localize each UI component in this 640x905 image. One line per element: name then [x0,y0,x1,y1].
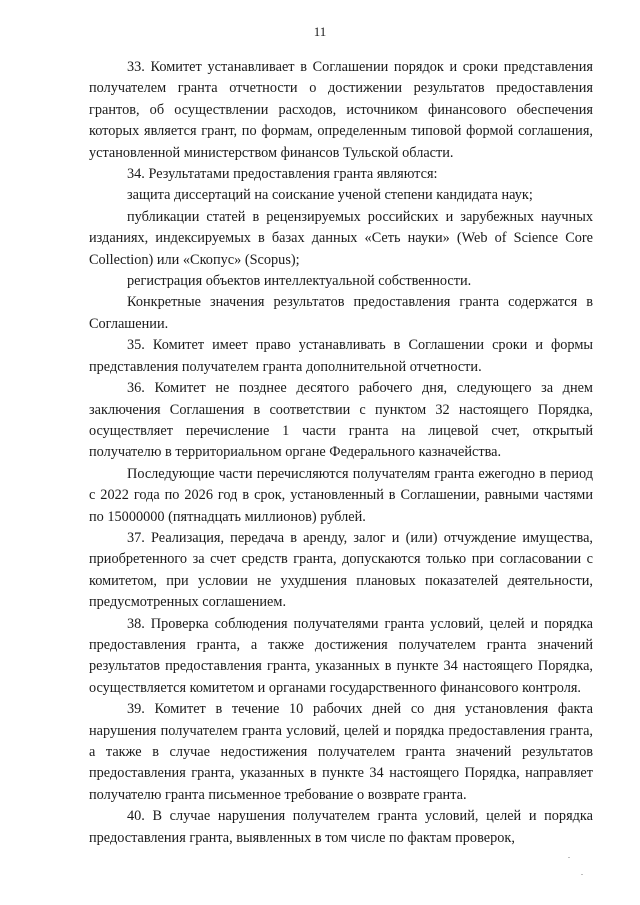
paragraph-39: 39. Комитет в течение 10 рабочих дней со дня установления факта нарушения получателем гранта условий, целей и порядка предоставления гранта, а также в случае недостижения получателем гранта значений результатов предоставления гранта, указанных в пункте 34 настоящего Порядка, направляет получателю гранта письменное требование о возврате гранта. [89,701,593,803]
page-number: 11 [313,24,327,39]
result-item-publications: публикации статей в рецензируемых российских и зарубежных научных изданиях, индексируемых в базах данных «Сеть науки» (Web of Science Core Collection) или «Скопус» (Scopus); [89,208,593,268]
paragraph-34: 34. Результатами предоставления гранта являются: [127,166,438,183]
result-item-ip-registration: регистрация объектов интеллектуальной собственности. [127,273,472,290]
paragraph-33: 33. Комитет устанавливает в Соглашении порядок и сроки представления получателем гранта отчетности о достижении результатов предоставления грантов, об осуществлении расходов, источником финансового обеспечения которых является грант, по формам, определенным типовой формой соглашения, установленной министерством финансов Тульской области. [89,59,593,161]
paragraph-36: 36. Комитет не позднее десятого рабочего дня, следующего за днем заключения Соглашения в соответствии с пунктом 32 настоящего Порядка, осуществляет перечисление 1 части гранта на лицевой счет, открытый получателю в территориальном органе Федерального казначейства. [89,380,593,461]
paragraph-35: 35. Комитет имеет право устанавливать в Соглашении сроки и формы представления получателем гранта дополнительной отчетности. [89,337,593,375]
scan-speck [568,857,570,858]
paragraph-40: 40. В случае нарушения получателем гранта условий, целей и порядка предоставления гранта, выявленных в том числе по фактам проверок, [89,808,593,846]
paragraph-38: 38. Проверка соблюдения получателями гранта условий, целей и порядка предоставления гранта, а также достижения получателем гранта значений результатов предоставления гранта, указанных в пункте 34 настоящего Порядка, осуществляется комитетом и органами государственного финансового контроля. [89,615,593,696]
result-item-dissertations: защита диссертаций на соискание ученой степени кандидата наук; [127,187,533,204]
scan-speck [581,874,583,875]
document-body [89,57,593,849]
paragraph-37: 37. Реализация, передача в аренду, залог и (или) отчуждение имущества, приобретенного за счет средств гранта, допускаются только при согласовании с комитетом, при условии не ухудшения плановых показателей деятельности, предусмотренных соглашением. [89,529,593,611]
paragraph-36-subsequent-parts: Последующие части перечисляются получателям гранта ежегодно в период с 2022 года по 2026 год в срок, установленный в Соглашении, равными частями по 15000000 (пятнадцать миллионов) рублей. [89,465,593,525]
paragraph-34-values-note: Конкретные значения результатов предоставления гранта содержатся в Соглашении. [89,294,593,332]
